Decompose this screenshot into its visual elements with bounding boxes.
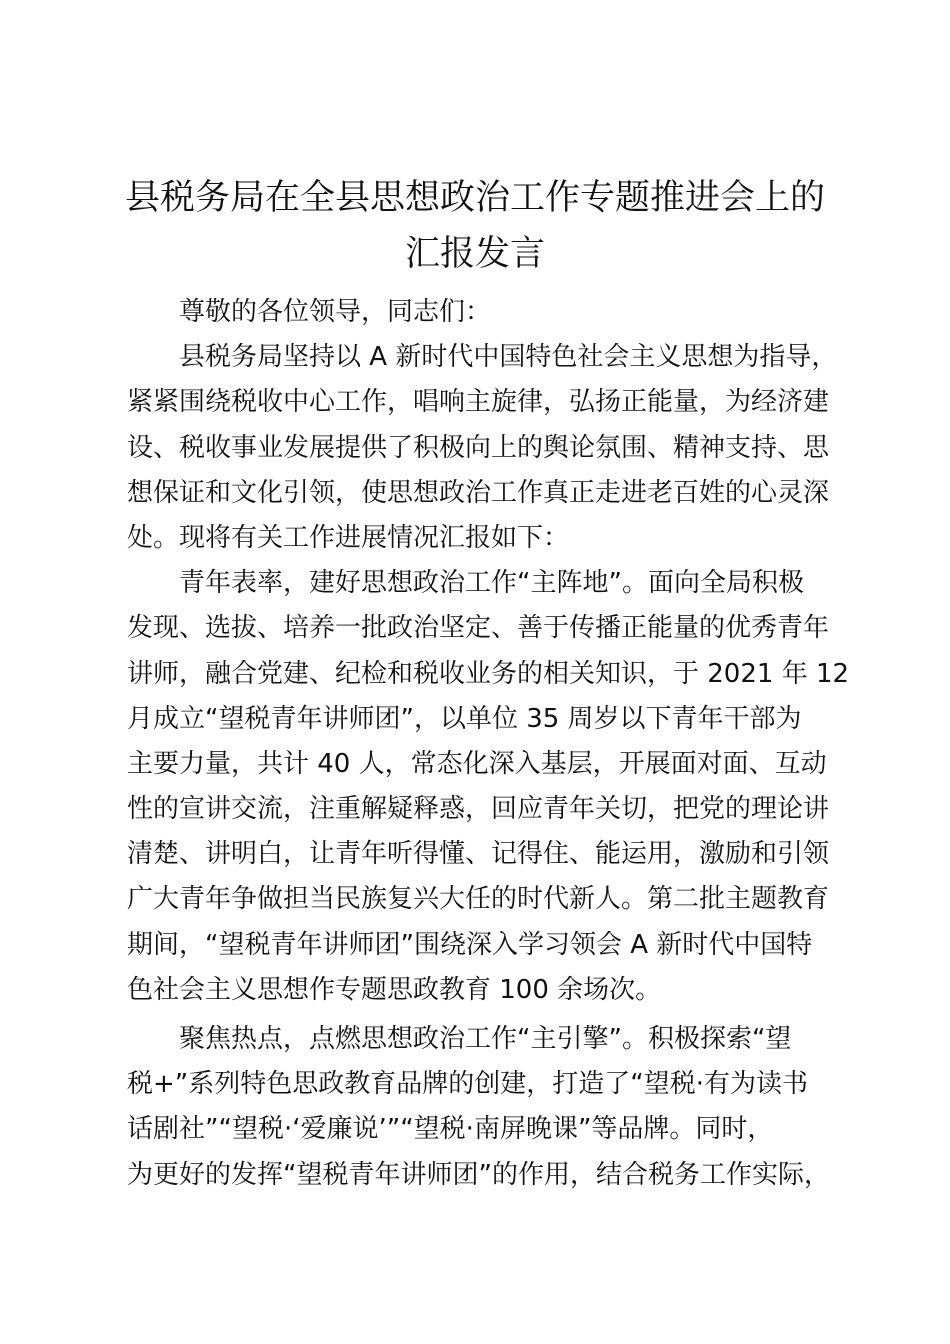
text-line: 青年表率，建好思想政治工作“主阵地”。面向全局积极: [179, 568, 804, 599]
text-line: 期间，“望税青年讲师团”围绕深入学习领会 A 新时代中国特: [127, 929, 813, 960]
title-line: 汇报发言: [404, 234, 545, 274]
text-line: 色社会主义思想作专题思政教育 100 余场次。: [127, 974, 662, 1005]
document-title: [110, 170, 840, 282]
text-line: 想保证和文化引领，使思想政治工作真正走进老百姓的心灵深: [127, 477, 830, 508]
text-line: 设、税收事业发展提供了积极向上的舆论氛围、精神支持、思: [127, 432, 830, 463]
text-line: 话剧社”“望税·‘爱廉说’”“望税·南屏晚课”等品牌。同时，: [127, 1114, 774, 1145]
text-line: 广大青年争做担当民族复兴大任的时代新人。第二批主题教育: [127, 884, 830, 915]
paragraph-youth-lecturers: [127, 561, 850, 1013]
text-line: 为更好的发挥“望税青年讲师团”的作用，结合税务工作实际，: [127, 1159, 830, 1190]
document-body: [127, 290, 850, 1198]
title-line: 县税务局在全县思想政治工作专题推进会上的: [124, 178, 825, 218]
text-line: 县税务局坚持以 A 新时代中国特色社会主义思想为指导，: [179, 342, 838, 373]
text-line: 尊敬的各位领导，同志们：: [179, 297, 492, 327]
text-line: 性的宣讲交流，注重解疑释惑，回应青年关切，把党的理论讲: [127, 794, 830, 825]
paragraph-intro: [127, 335, 838, 561]
text-line: 主要力量，共计 40 人，常态化深入基层，开展面对面、互动: [127, 748, 827, 779]
paragraph-salutation: [127, 290, 827, 335]
text-line: 处。现将有关工作进展情况汇报如下：: [127, 522, 570, 553]
text-line: 清楚、讲明白，让青年听得懂、记得住、能运用，激励和引领: [127, 839, 830, 870]
text-line: 聚焦热点，点燃思想政治工作“主引擎”。积极探索“望: [179, 1024, 792, 1054]
text-line: 月成立“望税青年讲师团”，以单位 35 周岁以下青年干部为: [127, 703, 802, 734]
text-line: 税+”系列特色思政教育品牌的创建，打造了“望税·有为读书: [127, 1069, 808, 1100]
text-line: 讲师，融合党建、纪检和税收业务的相关知识，于 2021 年 12: [127, 658, 850, 689]
paragraph-hotspots: [127, 1017, 830, 1198]
text-line: 紧紧围绕税收中心工作，唱响主旋律，弘扬正能量，为经济建: [127, 387, 830, 418]
text-line: 发现、选拔、培养一批政治坚定、善于传播正能量的优秀青年: [127, 613, 830, 644]
